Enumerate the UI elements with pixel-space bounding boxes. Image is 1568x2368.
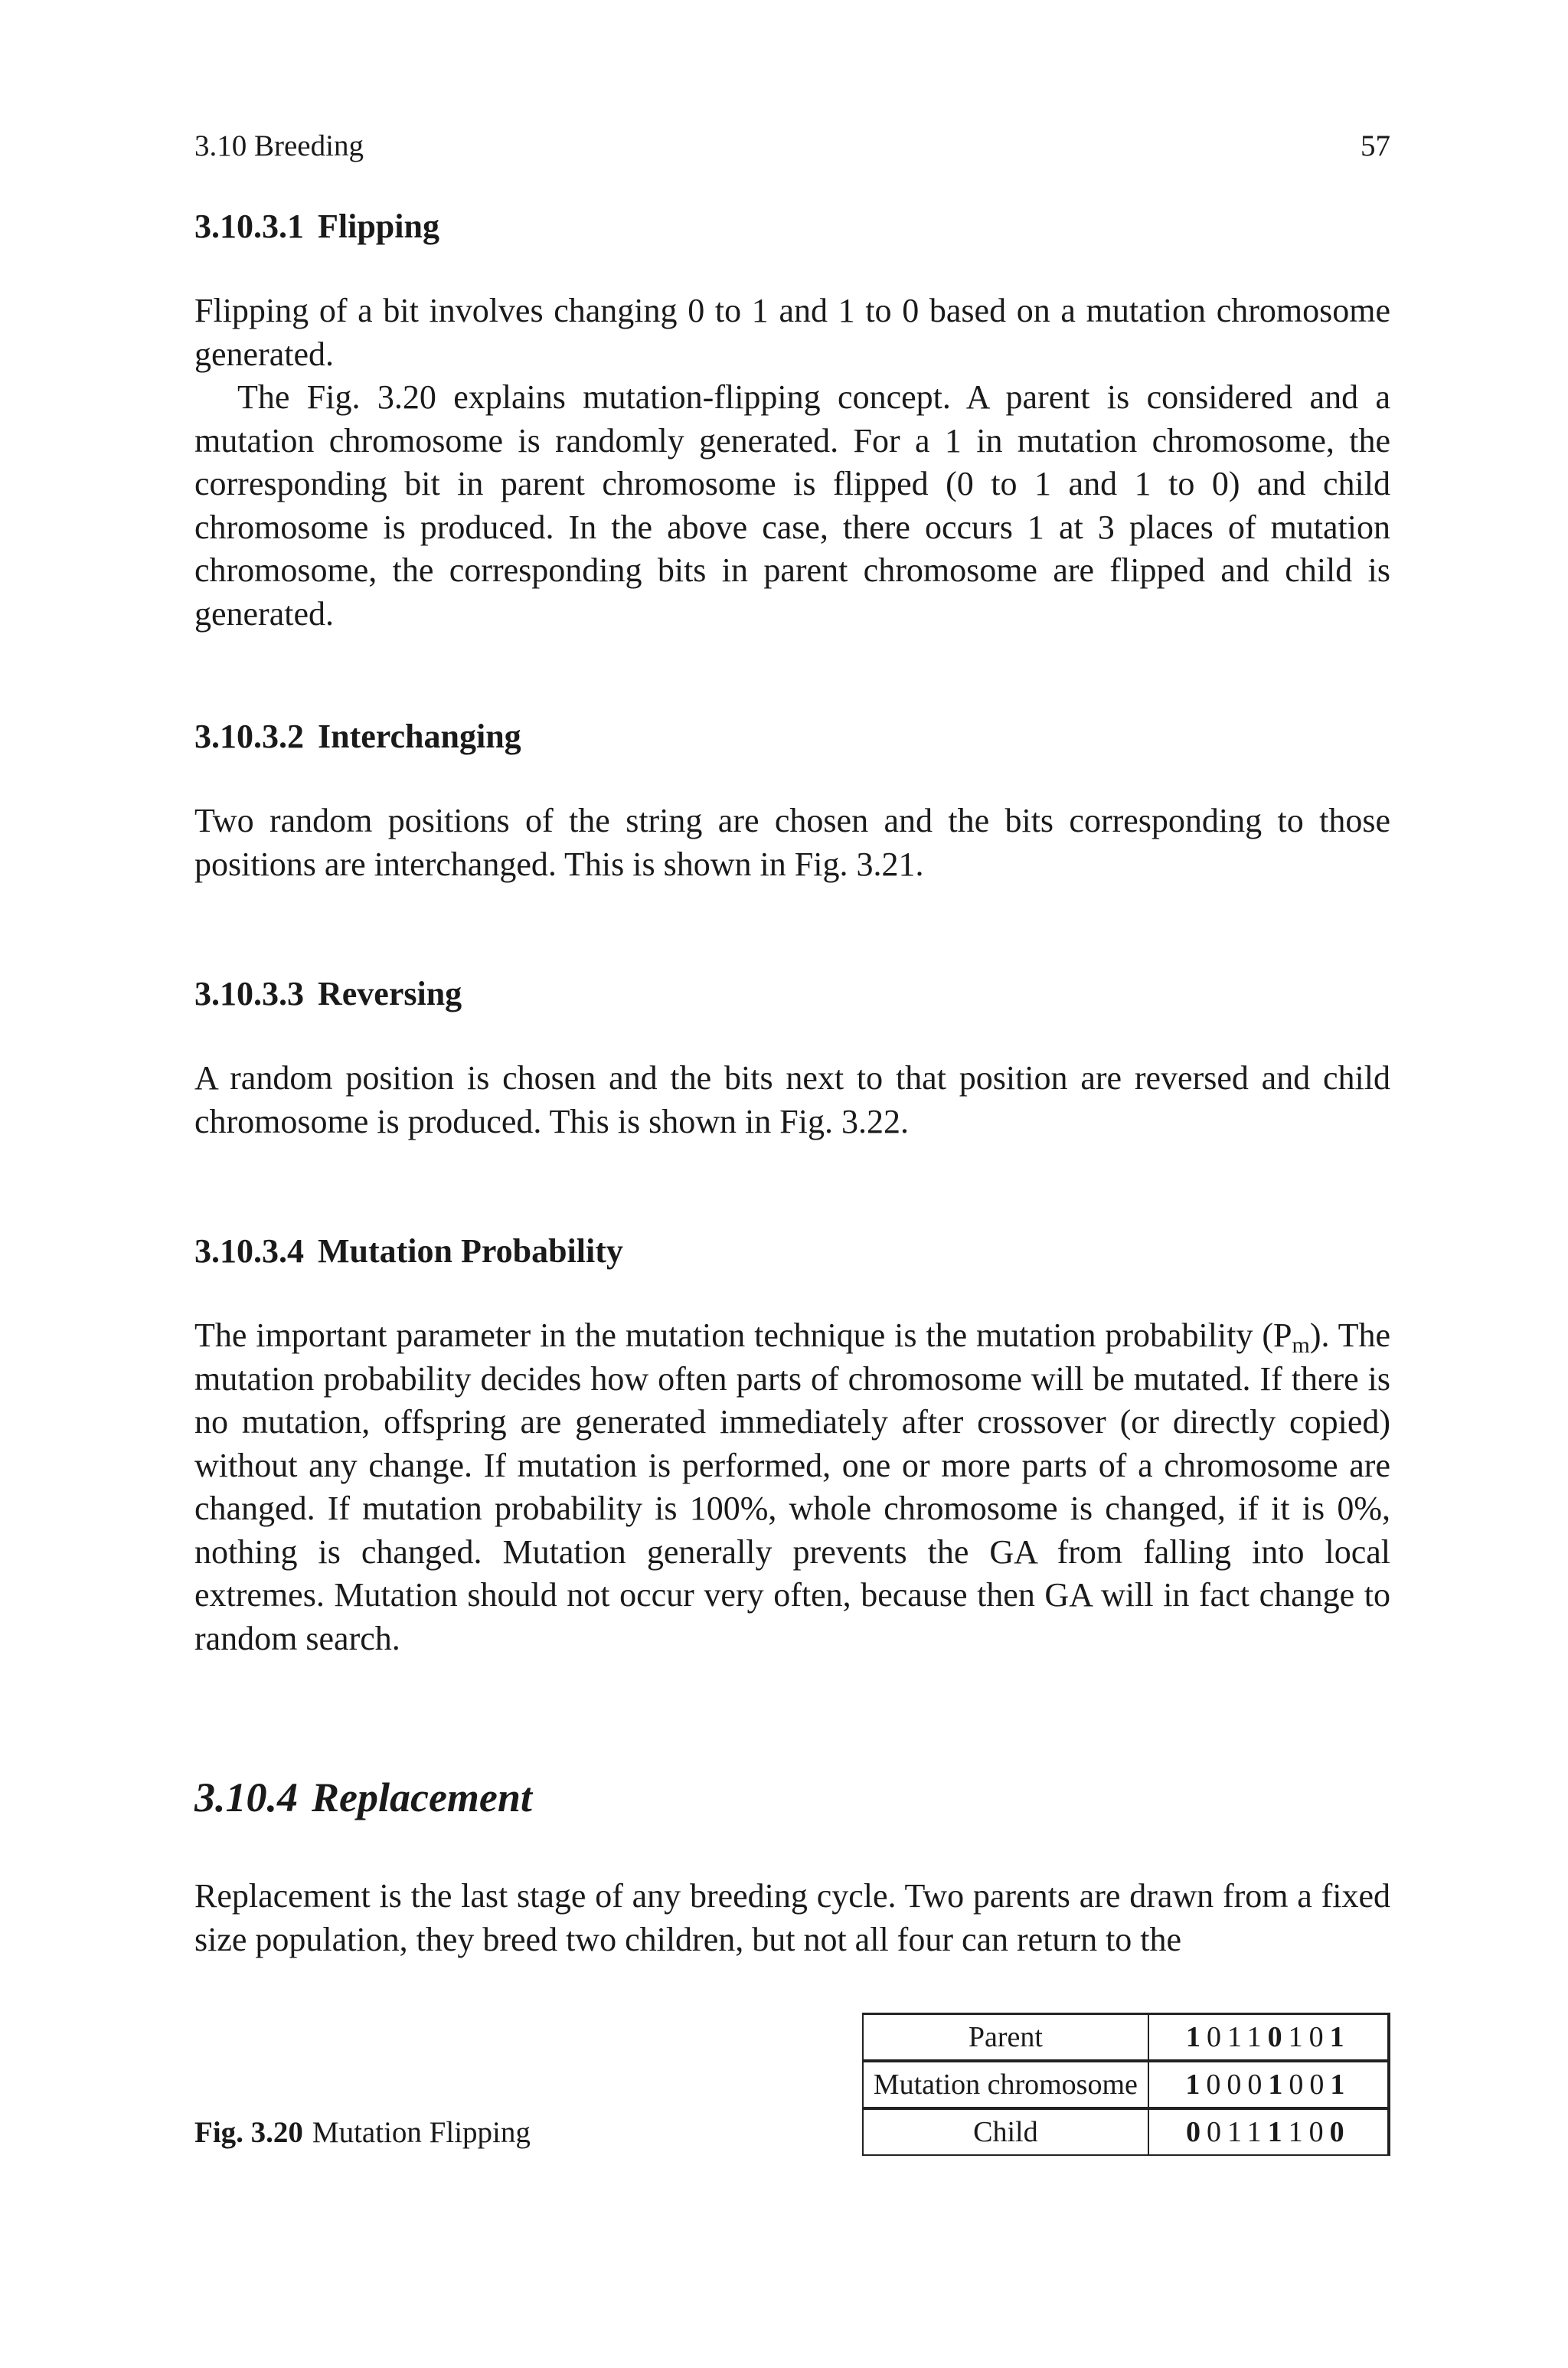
heading-title: Reversing <box>318 975 462 1012</box>
bit: 1 <box>1288 2116 1309 2148</box>
row-label: Parent <box>863 2014 1148 2062</box>
paragraph-reversing: A random position is chosen and the bits next to that position are reversed and child chromosome is produced. This is shown in Fig. 3.22. <box>194 1059 1390 1140</box>
bit: 1 <box>1330 2069 1351 2101</box>
paragraph-replacement: Replacement is the last stage of any breeding cycle. Two parents are drawn from a fixed size population, they breed two children, but not all four can return to the <box>194 1877 1390 1958</box>
bit: 0 <box>1247 2069 1269 2101</box>
bit: 0 <box>1227 2069 1248 2101</box>
heading-title: Replacement <box>312 1774 532 1820</box>
heading-number: 3.10.3.3 <box>194 975 304 1012</box>
row-bits <box>1148 2061 1389 2108</box>
bit: 0 <box>1267 2021 1289 2053</box>
bit: 1 <box>1268 2069 1289 2101</box>
heading-number: 3.10.3.2 <box>194 718 304 755</box>
running-head <box>194 129 1390 164</box>
bit: 1 <box>1227 2116 1247 2148</box>
paragraph-mutation-probability <box>194 1314 1390 1660</box>
bit: 1 <box>1185 2069 1207 2101</box>
heading-title: Interchanging <box>318 718 521 755</box>
paragraph-flipping-definition: Flipping of a bit involves changing 0 to 1 and 1 to 0 based on a mutation chromosome generated. <box>194 292 1390 373</box>
subscript-m: m <box>1292 1333 1310 1358</box>
figure-caption <box>194 2115 531 2150</box>
heading-mutation-probability <box>194 1231 623 1271</box>
row-label: Child <box>863 2108 1148 2155</box>
bit: 0 <box>1308 2021 1330 2053</box>
bit: 1 <box>1227 2021 1247 2053</box>
table-row <box>863 2061 1389 2108</box>
row-bits <box>1148 2108 1389 2155</box>
table-row <box>863 2108 1389 2155</box>
mutation-flipping-table <box>862 2013 1390 2156</box>
page-number: 57 <box>1361 129 1390 162</box>
figure-caption-text: Mutation Flipping <box>312 2116 531 2149</box>
figure-label: Fig. 3.20 <box>194 2116 303 2149</box>
bit: 0 <box>1309 2069 1331 2101</box>
bit: 1 <box>1246 2021 1268 2053</box>
bit: 1 <box>1186 2021 1207 2053</box>
table-body <box>863 2014 1389 2156</box>
row-label: Mutation chromosome <box>863 2061 1148 2108</box>
heading-reversing <box>194 974 462 1014</box>
book-page <box>194 0 1390 2368</box>
paragraph-interchanging: Two random positions of the string are chosen and the bits corresponding to those positions are interchanged. This is shown in Fig. 3.21. <box>194 802 1390 883</box>
heading-number: 3.10.3.4 <box>194 1232 304 1270</box>
bit: 0 <box>1206 2069 1227 2101</box>
heading-flipping <box>194 207 439 247</box>
paragraph-flipping-explanation: The Fig. 3.20 explains mutation-flipping concept. A parent is considered and a mutation chromosome is randomly generated. For a 1 in mutation chromosome, the corresponding bit in parent chromosome is flipped (0 to 1 and 1 to 0) and child chromosome is produced. In the above case, there occurs 1 at 3 places of mutation chromosome, the corresponding bits in parent chromosome are flipped and child is generated. <box>194 378 1390 633</box>
heading-title: Mutation Probability <box>318 1232 623 1270</box>
heading-replacement <box>194 1773 532 1822</box>
bit: 1 <box>1246 2116 1268 2148</box>
heading-title: Flipping <box>318 208 439 245</box>
table-row <box>863 2014 1389 2062</box>
running-head-section: 3.10 Breeding <box>194 129 364 162</box>
text-run: The important parameter in the mutation technique is the mutation probability (P <box>194 1316 1292 1354</box>
bit: 0 <box>1289 2069 1310 2101</box>
bit: 0 <box>1308 2116 1330 2148</box>
heading-number: 3.10.3.1 <box>194 208 304 245</box>
bit: 0 <box>1207 2021 1228 2053</box>
bit: 0 <box>1329 2116 1351 2148</box>
bit: 0 <box>1186 2116 1207 2148</box>
heading-interchanging <box>194 717 521 757</box>
bit: 1 <box>1267 2116 1289 2148</box>
bit: 1 <box>1329 2021 1351 2053</box>
text-run: ). The mutation probability decides how often parts of chromosome will be mutated. If there is no mutation, offspring are generated immediately after crossover (or directly copied) without any change. If mutation is performed, one or more parts of a chromosome are changed. If mutation probability is 100%, whole chromosome is changed, if it is 0%, nothing is changed. Mutation generally prevents the GA from falling into local extremes. Mutation should not occur very often, because then GA will in fact change to random search. <box>194 1316 1390 1657</box>
bit: 1 <box>1288 2021 1309 2053</box>
heading-number: 3.10.4 <box>194 1774 298 1820</box>
row-bits <box>1148 2014 1389 2062</box>
bit: 0 <box>1207 2116 1228 2148</box>
